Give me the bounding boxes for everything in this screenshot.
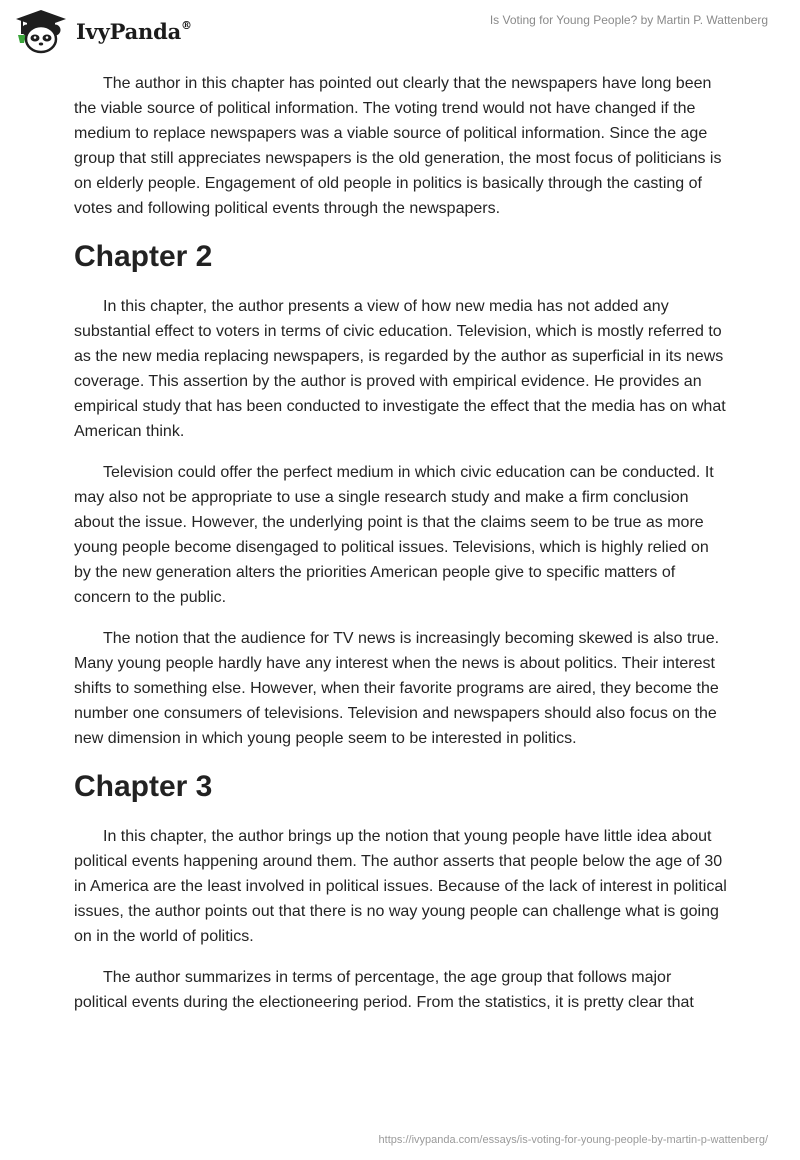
- chapter-3-heading: Chapter 3: [74, 770, 213, 803]
- chapter-2-paragraph: In this chapter, the author presents a view of how new media has not added any substantial effect to voters in terms of civic education. Television, which is mostly referred to as the new media replacing newspapers, is regarded by the author as superficial in its news coverage. This assertion by the author is proved with empirical evidence. He provides an empirical study that has been conducted to investigate the effect that the media has on what American think.: [74, 298, 726, 440]
- document-title: Is Voting for Young People? by Martin P. Wattenberg: [489, 13, 768, 27]
- page-header: [0, 0, 800, 64]
- chapter-2-heading: Chapter 2: [74, 240, 213, 273]
- essay-content: [74, 71, 728, 1031]
- chapter-3-paragraph: In this chapter, the author brings up the notion that young people have little idea about political events happening around them. The author asserts that people below the age of 30 in America are the least involved in political issues. Because of the lack of interest in political issues, the author points out that there is no way young people can challenge what is going on in the world of politics.: [74, 828, 727, 945]
- panda-graduate-icon: [14, 8, 68, 54]
- chapter-2-paragraph: Television could offer the perfect medium in which civic education can be conducted. It may also not be appropriate to use a single research study and make a firm conclusion about the issue. However, the underlying point is that the claims seem to be true as more young people become disengaged to political issues. Televisions, which is highly relied on by the new generation alters the priorities American people give to specific matters of concern to the public.: [74, 464, 714, 606]
- brand-name: IvyPanda®: [76, 18, 192, 44]
- source-url[interactable]: https://ivypanda.com/essays/is-voting-for-young-people-by-martin-p-wattenberg/: [378, 1134, 768, 1146]
- chapter-3-paragraph: The author summarizes in terms of percentage, the age group that follows major political events during the electioneering period. From the statistics, it is pretty clear that: [74, 969, 694, 1011]
- brand-logo[interactable]: [14, 8, 192, 54]
- chapter-2-paragraph: The notion that the audience for TV news is increasingly becoming skewed is also true. Many young people hardly have any interest when the news is about politics. Their interest shifts to something else. However, when their favorite programs are aired, they become the number one consumers of televisions. Television and newspapers should also focus on the new dimension in which young people seem to be interested in politics.: [74, 630, 720, 747]
- intro-paragraph: The author in this chapter has pointed out clearly that the newspapers have long been the viable source of political information. The voting trend would not have changed if the medium to replace newspapers was a viable source of political information. Since the age group that still appreciates newspapers is the old generation, the most focus of politicians is on elderly people. Engagement of old people in politics is basically through the casting of votes and following political events through the newspapers.: [74, 75, 722, 217]
